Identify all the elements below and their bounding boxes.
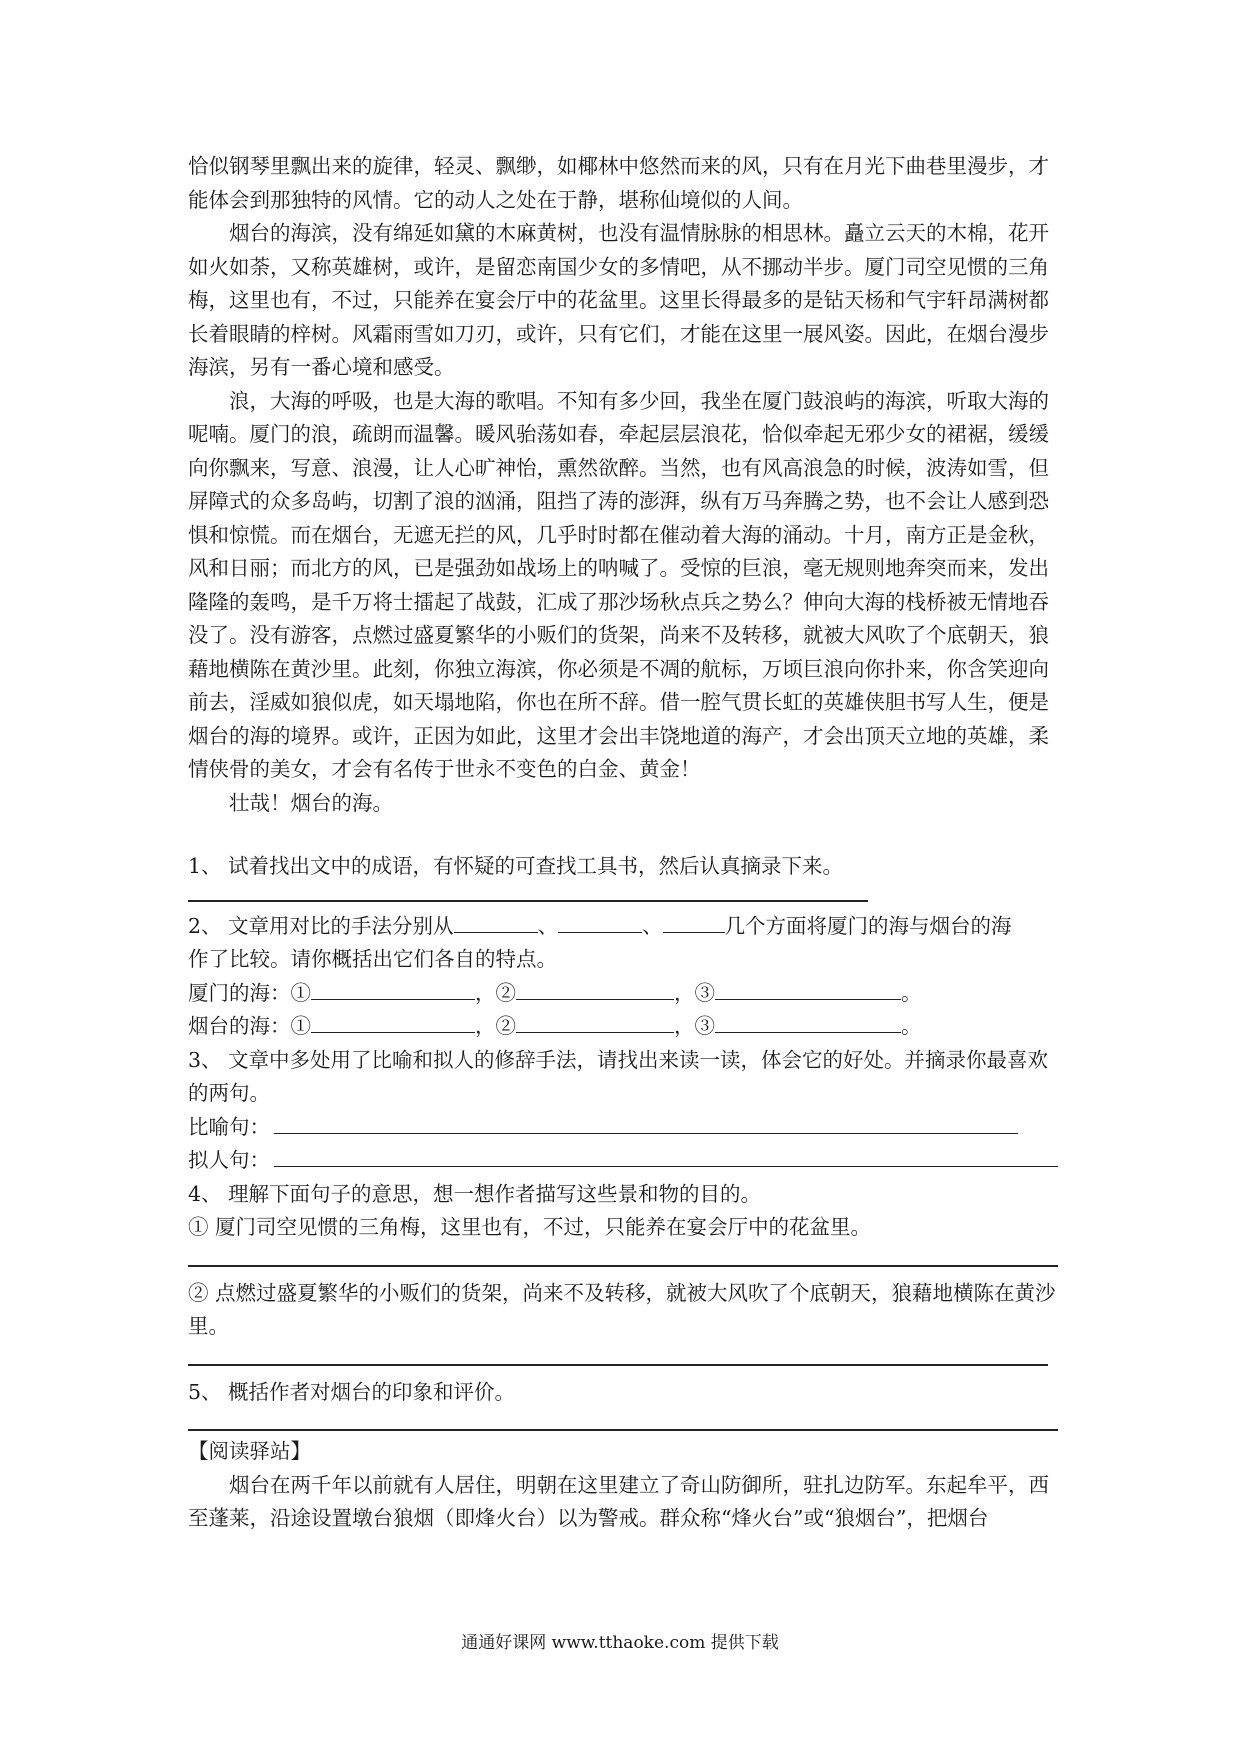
question-5: 5、 概括作者对烟台的印象和评价。 bbox=[188, 1379, 516, 1404]
question-4: 4、 理解下面句子的意思，想一想作者描写这些景和物的目的。 bbox=[188, 1181, 762, 1206]
question-4-item-2: ② 点燃过盛夏繁华的小贩们的货架，尚来不及转移，就被大风吹了个底朝天，狼藉地横陈在黄沙里。 bbox=[188, 1280, 1056, 1338]
reading-corner-paragraph: 烟台在两千年以前就有人居住，明朝在这里建立了奇山防御所，驻扎边防军。东起牟平，西至蓬莱，沿途设置墩台狼烟（即烽火台）以为警戒。群众称“烽火台”或“狼烟台”，把烟台 bbox=[188, 1472, 1049, 1530]
xiamen-sea-row: 厦门的海：① ，② ，③ 。 bbox=[188, 977, 1058, 1011]
worksheet-page bbox=[188, 150, 1058, 1536]
question-1: 1、 试着找出文中的成语，有怀疑的可查找工具书，然后认真摘录下来。 bbox=[188, 854, 844, 878]
passage-paragraph-2: 烟台的海滨，没有绵延如黛的木麻黄树，也没有温情脉脉的相思林。矗立云天的木棉，花开如火如荼，又称英雄树，或许，是留恋南国少女的多情吧，从不挪动半步。厦门司空见惯的三角梅，这里也有，不过，只能养在宴会厅中的花盆里。这里长得最多的是钻天杨和气宇轩昂满树都长着眼睛的梓树。风霜雨雪如刀刃，或许，只有它们，才能在这里一展风姿。因此，在烟台漫步海滨，另有一番心境和感受。 bbox=[188, 221, 1049, 379]
blank-xiamen-1[interactable] bbox=[311, 977, 475, 1000]
blank-aspect-2[interactable] bbox=[558, 910, 642, 933]
personification-row: 拟人句： bbox=[188, 1144, 1058, 1178]
blank-yantai-2[interactable] bbox=[516, 1010, 674, 1033]
blank-yantai-3[interactable] bbox=[715, 1010, 901, 1033]
blank-xiamen-3[interactable] bbox=[715, 977, 901, 1000]
question-2-continued: 作了比较。请你概括出它们各自的特点。 bbox=[188, 947, 557, 971]
page-footer: 通通好课网 www.tthaoke.com 提供下载 bbox=[461, 1633, 779, 1653]
question-2: 2、 文章用对比的手法分别从 、 、 几个方面将厦门的海与烟台的海 bbox=[188, 910, 1058, 944]
question-3: 3、 文章中多处用了比喻和拟人的修辞手法，请找出来读一读，体会它的好处。并摘录你最喜欢的两句。 bbox=[188, 1047, 1049, 1105]
question-4-item-1: ① 厦门司空见惯的三角梅，这里也有，不过，只能养在宴会厅中的花盆里。 bbox=[188, 1215, 872, 1239]
blank-yantai-1[interactable] bbox=[311, 1010, 475, 1033]
metaphor-row: 比喻句： bbox=[188, 1111, 1018, 1145]
reading-corner-title: 【阅读驿站】 bbox=[188, 1439, 311, 1463]
passage-paragraph-4: 壮哉！烟台的海。 bbox=[229, 790, 393, 815]
passage-paragraph-3: 浪，大海的呼吸，也是大海的歌唱。不知有多少回，我坐在厦门鼓浪屿的海滨，听取大海的呢喃。厦门的浪，疏朗而温馨。暖风骀荡如春，牵起层层浪花，恰似牵起无邪少女的裙裾，缓缓向你飘来，写意、浪漫，让人心旷神怡，熏然欲醉。当然，也有风高浪急的时候，波涛如雪，但屏障式的众多岛屿，切割了浪的汹涌，阻挡了涛的澎湃，纵有万马奔腾之势，也不会让人感到恐惧和惊慌。而在烟台，无遮无拦的风，几乎时时都在催动着大海的涌动。十月，南方正是金秋，风和日丽；而北方的风，已是强劲如战场上的呐喊了。受惊的巨浪，毫无规则地奔突而来，发出隆隆的轰鸣，是千万将士擂起了战鼓，汇成了那沙场秋点兵之势么？伸向大海的栈桥被无情地吞没了。没有游客，点燃过盛夏繁华的小贩们的货架，尚来不及转移，就被大风吹了个底朝天，狼藉地横陈在黄沙里。此刻，你独立海滨，你必须是不凋的航标，万顷巨浪向你扑来，你含笑迎向前去，淫威如狼似虎，如天塌地陷，你也在所不辞。借一腔气贯长虹的英雄侠胆书写人生，便是烟台的海的境界。或许，正因为如此，这里才会出丰饶地道的海产，才会出顶天立地的英雄，柔情侠骨的美女，才会有名传于世永不变色的白金、黄金！ bbox=[188, 388, 1049, 781]
answer-line-metaphor[interactable] bbox=[274, 1111, 1018, 1134]
blank-xiamen-2[interactable] bbox=[516, 977, 674, 1000]
answer-line-personification[interactable] bbox=[274, 1144, 1058, 1167]
blank-aspect-3[interactable] bbox=[663, 910, 725, 933]
blank-aspect-1[interactable] bbox=[454, 910, 538, 933]
yantai-sea-row: 烟台的海：① ，② ，③ 。 bbox=[188, 1010, 1058, 1044]
passage-paragraph-1: 恰似钢琴里飘出来的旋律，轻灵、飘缈，如椰林中悠然而来的风，只有在月光下曲巷里漫步，才能体会到那独特的风情。它的动人之处在于静，堪称仙境似的人间。 bbox=[188, 154, 1049, 212]
